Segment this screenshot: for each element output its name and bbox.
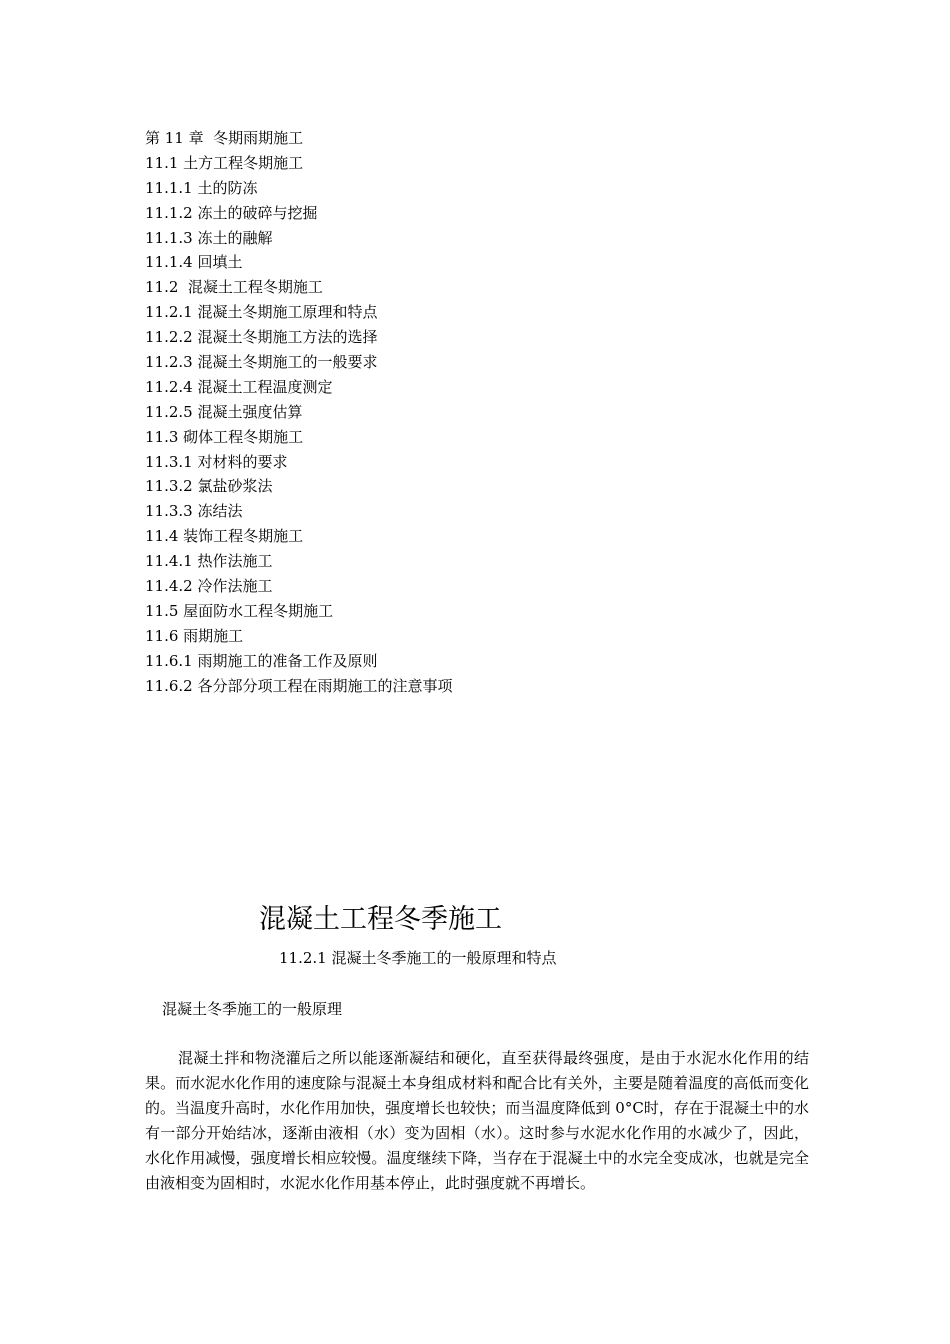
toc-item: 11.2.4 混凝土工程温度测定 <box>145 377 333 396</box>
toc-item: 第 11 章 冬期雨期施工 <box>145 129 304 147</box>
toc-item: 11.4 装饰工程冬期施工 <box>145 527 304 546</box>
toc-item: 11.2.3 混凝土冬期施工的一般要求 <box>145 353 378 372</box>
toc-item: 11.2.5 混凝土强度估算 <box>145 402 303 421</box>
toc-item: 11.3.1 对材料的要求 <box>145 452 288 471</box>
toc-item: 11.1 土方工程冬期施工 <box>145 153 304 172</box>
toc-item: 11.3.2 氯盐砂浆法 <box>145 477 273 496</box>
toc-item: 11.2 混凝土工程冬期施工 <box>145 278 323 297</box>
toc-item: 11.1.1 土的防冻 <box>145 178 258 197</box>
toc-item: 11.5 屋面防水工程冬期施工 <box>145 601 334 620</box>
toc-item: 11.3.3 冻结法 <box>145 502 243 521</box>
body-paragraph: 混凝土拌和物浇灌后之所以能逐渐凝结和硬化，直至获得最终强度，是由于水泥水化作用的结果。而水泥水化作用的速度除与混凝土本身组成材料和配合比有关外，主要是随着温度的高低而变化的。当温度升高时，水化作用加快，强度增长也较快；而当温度降低到 0°C时，存在于混凝土中的水有一部分开始结冰，逐渐由液相（水）变为固相（水）。这时参与水泥水化作用的水减少了，因此，水化作用减慢，强度增长相应较慢。温度继续下降，当存在于混凝土中的水完全变成冰，也就是完全由液相变为固相时，水泥水化作用基本停止，此时强度就不再增长。 <box>145 1049 809 1192</box>
section-title: 混凝土工程冬季施工 <box>259 904 502 935</box>
toc-item: 11.4.2 冷作法施工 <box>145 577 273 596</box>
toc-item: 11.1.2 冻土的破碎与挖掘 <box>145 203 318 222</box>
toc-item: 11.6 雨期施工 <box>145 626 244 645</box>
toc-item: 11.4.1 热作法施工 <box>145 552 273 571</box>
section-subtitle: 11.2.1 混凝土冬季施工的一般原理和特点 <box>279 949 557 967</box>
toc-item: 11.2.2 混凝土冬期施工方法的选择 <box>145 328 378 347</box>
toc-item: 11.3 砌体工程冬期施工 <box>145 427 304 446</box>
toc-item: 11.1.4 回填土 <box>145 253 243 272</box>
toc-item: 11.6.1 雨期施工的准备工作及原则 <box>145 651 378 670</box>
toc-item: 11.2.1 混凝土冬期施工原理和特点 <box>145 303 378 322</box>
subsection-heading: 混凝土冬季施工的一般原理 <box>162 1000 343 1018</box>
toc-item: 11.6.2 各分部分项工程在雨期施工的注意事项 <box>145 676 453 695</box>
table-of-contents <box>145 126 452 698</box>
toc-item: 11.1.3 冻土的融解 <box>145 228 273 247</box>
